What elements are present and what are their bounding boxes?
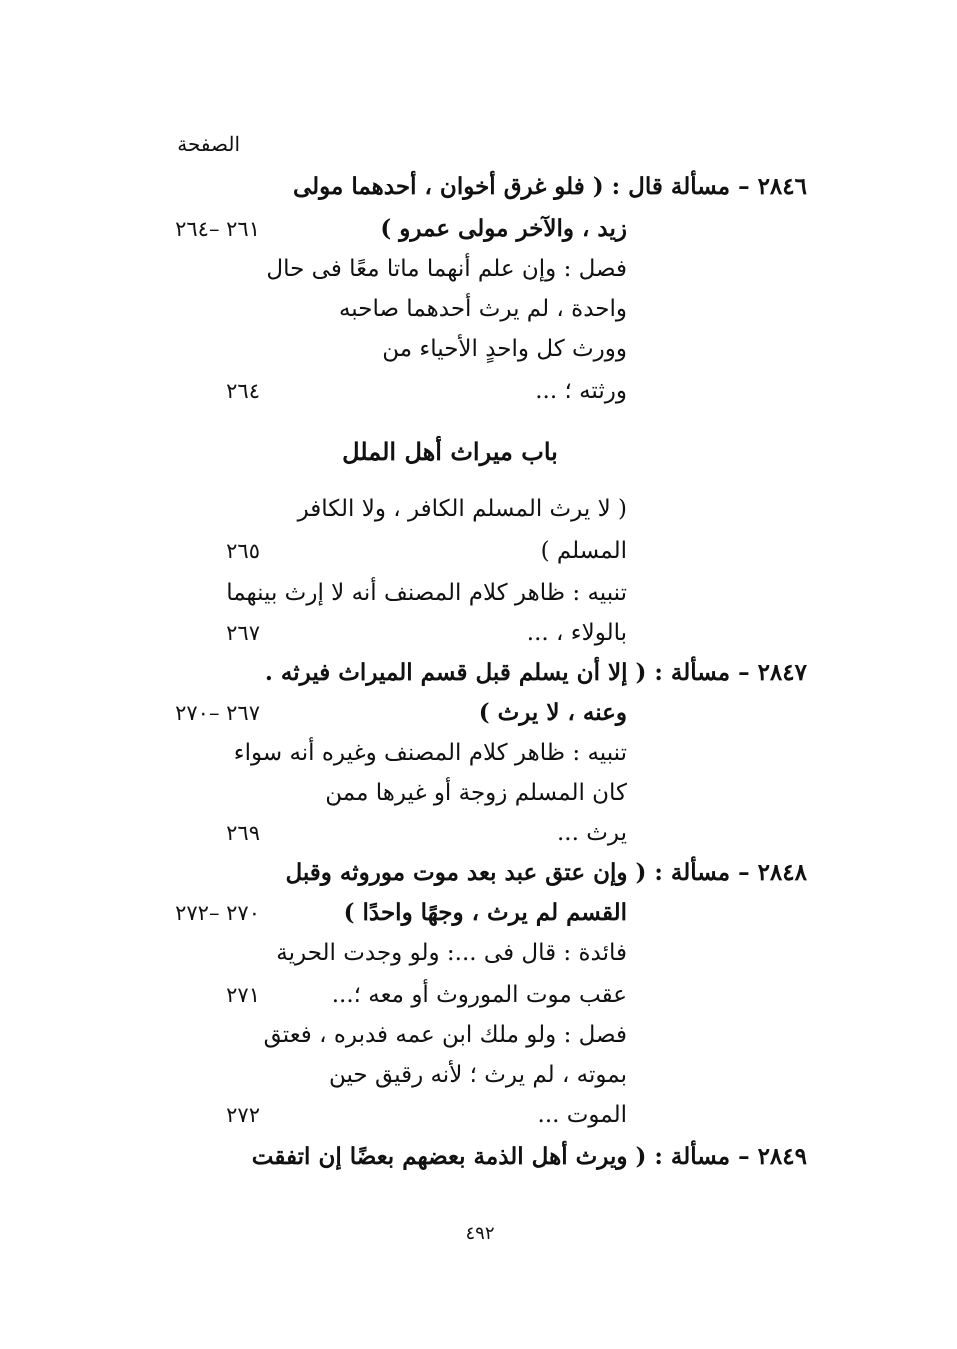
- entry-text-line: فصل : وإن علم أنهما ماتا معًا فى حال: [266, 256, 627, 282]
- entry-text-line: تنبيه : ظاهر كلام المصنف أنه لا إرث بينهما: [226, 580, 627, 606]
- entry-title-line: ٢٨٤٧ – مسألة : ( إلا أن يسلم قبل قسم الميراث فيرثه .: [264, 659, 807, 686]
- entry-text-line: ورثته ؛ ...: [535, 378, 627, 404]
- page-reference: ٢٦٧ –٢٧٠: [175, 701, 260, 725]
- page-reference: ٢٦٧: [226, 621, 260, 645]
- section-heading: باب ميراث أهل الملل: [342, 437, 558, 466]
- entry-text-line: واحدة ، لم يرث أحدهما صاحبه: [338, 296, 627, 322]
- entry-text-line: عقب موت الموروث أو معه ؛...: [331, 982, 627, 1008]
- entry-text-line: وورث كل واحدٍ الأحياء من: [382, 336, 627, 362]
- entry-text-line: فائدة : قال فى ...: ولو وجدت الحرية: [276, 940, 627, 966]
- page-reference: ٢٧٠ –٢٧٢: [175, 901, 260, 925]
- entry-text-line: كان المسلم زوجة أو غيرها ممن: [325, 780, 627, 806]
- entry-text-line: يرث ...: [557, 820, 627, 846]
- page-reference: ٢٦٤: [226, 379, 260, 403]
- entry-text-line: الموت ...: [537, 1102, 627, 1128]
- entry-text-line: المسلم ): [540, 538, 627, 564]
- entry-text-line: بموته ، لم يرث ؛ لأنه رقيق حين: [328, 1062, 627, 1088]
- page-reference: ٢٧١: [226, 983, 260, 1007]
- entry-title-line: زيد ، والآخر مولى عمرو ): [380, 215, 627, 242]
- entry-text-line: ( لا يرث المسلم الكافر ، ولا الكافر: [297, 496, 627, 522]
- entry-title-line: ٢٨٤٨ – مسألة : ( وإن عتق عبد بعد موت موروثه وقبل: [285, 859, 807, 886]
- page-reference: ٢٦٩: [226, 821, 260, 845]
- page-number: ٤٩٢: [465, 1223, 495, 1244]
- entry-text-line: فصل : ولو ملك ابن عمه فدبره ، فعتق: [263, 1022, 627, 1048]
- entry-text-line: تنبيه : ظاهر كلام المصنف وغيره أنه سواء: [233, 740, 627, 766]
- page-reference: ٢٦١ –٢٦٤: [175, 217, 260, 241]
- entry-title-line: ٢٨٤٩ – مسألة : ( ويرث أهل الذمة بعضهم بعضًا إن اتفقت: [251, 1143, 807, 1170]
- entry-text-line: بالولاء ، ...: [526, 620, 627, 646]
- page-reference: ٢٧٢: [226, 1103, 260, 1127]
- entry-title-line: ٢٨٤٦ – مسألة قال : ( فلو غرق أخوان ، أحدهما مولى: [292, 173, 807, 200]
- page-reference: ٢٦٥: [226, 539, 260, 563]
- header-label: الصفحة: [177, 132, 240, 156]
- entry-title-line: القسم لم يرث ، وجهًا واحدًا ): [343, 899, 627, 926]
- entry-title-line: وعنه ، لا يرث ): [478, 699, 627, 726]
